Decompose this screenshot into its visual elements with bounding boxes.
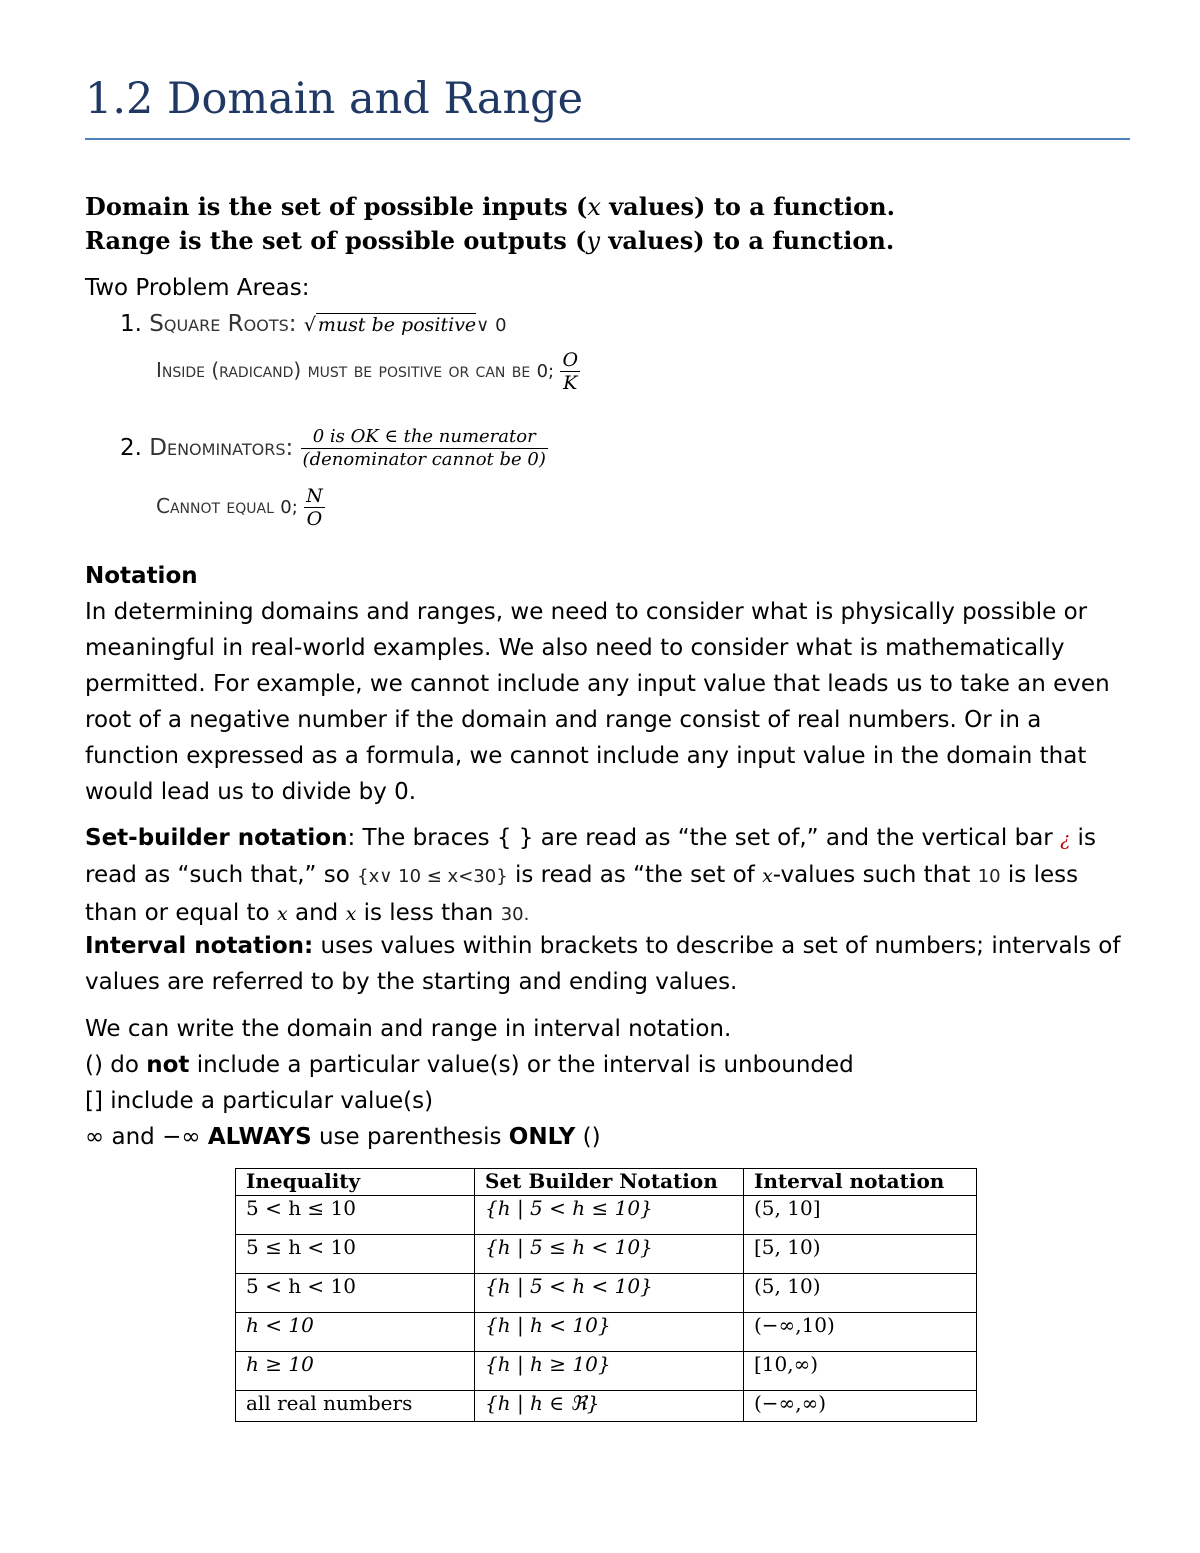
range-definition xyxy=(85,226,894,255)
table-cell: {h | 5 < h ≤ 10} xyxy=(475,1196,744,1235)
problem-item-denominators xyxy=(120,420,548,476)
table-cell: [5, 10) xyxy=(744,1235,977,1274)
page-title: 1.2 Domain and Range xyxy=(85,74,584,124)
item2-line2 xyxy=(156,478,325,536)
infinity-symbol: ∞ xyxy=(85,1124,105,1150)
table-cell: {h | h ≥ 10} xyxy=(475,1352,744,1391)
table-row xyxy=(236,1196,977,1235)
paren-text-2: include a particular value(s) or the interval is unbounded xyxy=(189,1052,854,1078)
problem-item-square-roots xyxy=(120,306,507,344)
paren-line xyxy=(85,1047,854,1083)
set-builder-text-7: is less than xyxy=(356,900,501,926)
table-cell: (5, 10) xyxy=(744,1274,977,1313)
item1-zero: 0; xyxy=(536,361,555,382)
table-cell: all real numbers xyxy=(236,1391,475,1422)
range-def-pre: Range is the set of possible outputs ( xyxy=(85,226,587,255)
table-cell: (−∞,10) xyxy=(744,1313,977,1352)
domain-var: x xyxy=(587,193,601,221)
item1-line2 xyxy=(156,342,580,400)
table-row xyxy=(236,1391,977,1422)
vertical-bar-symbol: ¿ xyxy=(1060,828,1071,850)
problem-areas-heading: Two Problem Areas: xyxy=(85,275,310,301)
set-builder-text-1: : The braces { } are read as “the set of,” and the vertical bar xyxy=(347,825,1061,851)
table-row xyxy=(236,1352,977,1391)
only-word: ONLY xyxy=(508,1124,576,1150)
item1-fraction xyxy=(560,349,580,394)
interval-text: uses values within brackets to describe a set of numbers; intervals of values are referred to by the starting and ending values. xyxy=(85,933,1121,995)
table-cell: {h | h < 10} xyxy=(475,1313,744,1352)
set-builder-example: {x∨ 10 ≤ x<30} xyxy=(357,866,508,887)
infinity-text-2: use parenthesis xyxy=(311,1124,509,1150)
item2-zero: 0; xyxy=(280,497,298,518)
set-builder-text-2: is read as “such that,” so xyxy=(85,825,1096,888)
item2-label: Denominators: xyxy=(149,435,294,461)
table-cell: h < 10 xyxy=(236,1313,475,1352)
set-builder-x-3: x xyxy=(345,903,357,925)
set-builder-text-5: is less than or equal to xyxy=(85,862,1079,926)
notation-paragraph: In determining domains and ranges, we need to consider what is physically possible or meaningful in real-world examples. We also need to consider what is mathematically permitted. For example, we cannot include any input value that leads us to take an even root of a negative number if the domain and range consist of real numbers. Or in a function expressed as a formula, we cannot include any input value in the domain that would lead us to divide by 0. xyxy=(85,599,1110,805)
infinity-text-1: and xyxy=(104,1124,163,1150)
table-cell: 5 < h < 10 xyxy=(236,1274,475,1313)
set-builder-x: x xyxy=(762,865,773,887)
table-cell: {h | h ∈ ℜ} xyxy=(475,1391,744,1422)
set-builder-10: 10 xyxy=(977,866,1001,887)
table-cell: (5, 10] xyxy=(744,1196,977,1235)
notation-heading: Notation xyxy=(85,563,198,589)
item2-fraction2 xyxy=(304,485,325,530)
item1-number: 1. xyxy=(120,311,142,337)
table-cell: 5 < h ≤ 10 xyxy=(236,1196,475,1235)
paren-text-1: do xyxy=(102,1052,147,1078)
only-symbol: () xyxy=(575,1124,601,1150)
paren-symbol: () xyxy=(85,1052,103,1078)
table-header-row xyxy=(236,1169,977,1196)
set-builder-text-3: is read as “the set of xyxy=(507,862,763,888)
title-underline xyxy=(85,138,1130,140)
header-inequality: Inequality xyxy=(236,1169,475,1196)
item1-label: Square Roots: xyxy=(149,311,297,337)
item2-line2-text: Cannot equal xyxy=(156,494,274,518)
domain-definition xyxy=(85,192,895,221)
table-row xyxy=(236,1313,977,1352)
table-cell: [10,∞) xyxy=(744,1352,977,1391)
set-builder-text-4: -values such that xyxy=(772,862,978,888)
item1-radicand: must be positive xyxy=(317,314,477,336)
bracket-line xyxy=(85,1083,433,1119)
domain-def-post: values) to a function. xyxy=(600,192,895,221)
item2-frac-num: 0 is OK ∈ the numerator xyxy=(301,426,548,449)
notation-table xyxy=(235,1168,977,1422)
table-cell: {h | 5 < h < 10} xyxy=(475,1274,744,1313)
always-word: ALWAYS xyxy=(207,1124,312,1150)
header-interval: Interval notation xyxy=(744,1169,977,1196)
set-builder-label: Set-builder notation xyxy=(85,825,348,851)
infinity-line xyxy=(85,1119,601,1155)
bracket-symbol: [] xyxy=(85,1088,103,1114)
item2-frac-den: (denominator cannot be 0) xyxy=(302,449,546,470)
table-cell: 5 ≤ h < 10 xyxy=(236,1235,475,1274)
sqrt-icon: √ xyxy=(303,314,316,336)
range-def-post: values) to a function. xyxy=(600,226,895,255)
interval-label: Interval notation: xyxy=(85,933,314,959)
write-line: We can write the domain and range in interval notation. xyxy=(85,1016,732,1042)
set-builder-x-2: x xyxy=(276,903,288,925)
neg-infinity-symbol: −∞ xyxy=(162,1124,201,1150)
bracket-text: include a particular value(s) xyxy=(102,1088,434,1114)
domain-def-pre: Domain is the set of possible inputs ( xyxy=(85,192,588,221)
set-builder-paragraph xyxy=(85,820,1135,933)
item1-frac-den: K xyxy=(563,372,578,394)
interval-paragraph xyxy=(85,928,1135,1000)
set-builder-30: 30. xyxy=(500,904,530,925)
item2-frac2-den: O xyxy=(306,508,323,530)
table-cell: (−∞,∞) xyxy=(744,1391,977,1422)
item2-frac2-num: N xyxy=(306,485,323,507)
header-set-builder: Set Builder Notation xyxy=(475,1169,744,1196)
item1-line2-text: Inside (radicand) must be positive or can be xyxy=(156,358,531,382)
paren-not: not xyxy=(146,1052,190,1078)
range-var: y xyxy=(586,227,601,255)
item2-fraction xyxy=(301,426,548,471)
item1-tail: ∨ 0 xyxy=(476,315,507,336)
item1-frac-num: O xyxy=(562,349,579,371)
item2-number: 2. xyxy=(120,435,142,461)
table-cell: h ≥ 10 xyxy=(236,1352,475,1391)
table-row xyxy=(236,1235,977,1274)
set-builder-text-6: and xyxy=(287,900,346,926)
table-cell: {h | 5 ≤ h < 10} xyxy=(475,1235,744,1274)
table-row xyxy=(236,1274,977,1313)
